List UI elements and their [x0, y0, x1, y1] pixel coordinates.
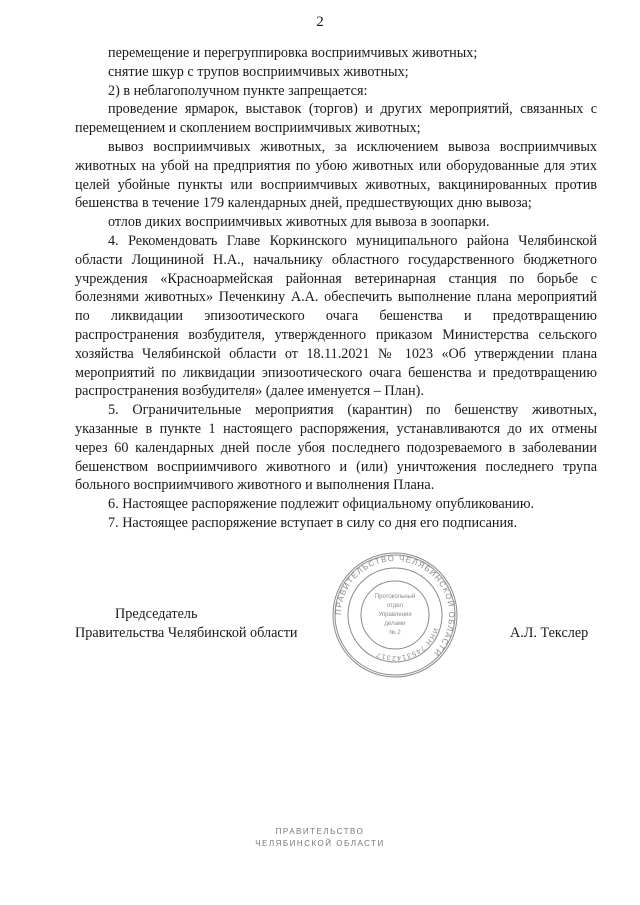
signer-name: А.Л. Текслер: [510, 625, 589, 641]
seal-outer-text: ПРАВИТЕЛЬСТВО ЧЕЛЯБИНСКОЙ ОБЛАСТИ: [333, 553, 457, 659]
paragraph: отлов диких восприимчивых животных для вывоза в зоопарки.: [108, 214, 490, 231]
seal-inner-line: № 2: [389, 630, 401, 636]
paragraph-4: 4. Рекомендовать Главе Коркинского муниципального района Челябинской области Лощининой Н.А., начальнику областного государственного бюджетного учреждения «Красноармейская районная ветеринарная станция по борьбе с болезнями животных» Печенкину А.А. обеспечить выполнение плана мероприятий по ликвидации эпизоотического очага бешенства и предотвращению распространения возбудителя, утвержденного приказом Министерства сельского хозяйства Челябинской области от 18.11.2021 № 1023 «Об утверждении плана мероприятий по ликвидации эпизоотического очага бешенства и предотвращению распространения возбудителя» (далее именуется – План).: [75, 232, 597, 400]
paragraph: перемещение и перегруппировка восприимчивых животных;: [108, 45, 478, 61]
signature-position: [75, 605, 335, 643]
page-number: 2: [316, 14, 324, 30]
seal-inn-text: ИНН 7453142317: [374, 626, 439, 662]
paragraph: проведение ярмарок, выставок (торгов) и других мероприятий, связанных с перемещением и скоплением восприимчивых животных;: [75, 101, 597, 137]
seal-inner-line: делами: [384, 621, 406, 627]
paragraph-5: 5. Ограничительные мероприятия (карантин) по бешенству животных, указанные в пункте 1 настоящего распоряжения, устанавливаются до их отмены через 60 календарных дней после убоя последнего подозреваемого в заболевании бешенством восприимчивого животного и (или) уничтожения последнего трупа больного восприимчивого животного и выполнения Плана.: [75, 402, 597, 494]
paragraph-6: 6. Настоящее распоряжение подлежит официальному опубликованию.: [108, 496, 535, 513]
paragraph: вывоз восприимчивых животных, за исключением вывоза восприимчивых животных на убой на предприятия по убою животных или оборудованные для этих целей убойные пункты или восприимчивых животных, вакцинированных против бешенства в течение 179 календарных дней, предшествующих дню вывоза;: [75, 138, 597, 212]
footer-line2: ЧЕЛЯБИНСКОЙ ОБЛАСТИ: [255, 839, 385, 848]
footer-line1: ПРАВИТЕЛЬСТВО: [275, 827, 365, 836]
paragraph: снятие шкур с трупов восприимчивых животных;: [108, 63, 409, 80]
seal-inner-line: Протокольный: [374, 594, 416, 600]
paragraph-7: 7. Настоящее распоряжение вступает в силу со дня его подписания.: [108, 514, 518, 531]
seal-inner-line: отдел: [387, 603, 403, 609]
document-footer-watermark: [0, 826, 640, 850]
svg-text:ИНН 7453142317: [375, 627, 439, 661]
signature-title-line1: Председатель: [115, 606, 198, 622]
official-seal-stamp: [330, 550, 460, 680]
paragraph: 2) в неблагополучном пункте запрещается:: [108, 82, 368, 99]
document-body: [75, 44, 597, 533]
seal-inner-line: Управления: [378, 612, 412, 618]
signature-title-line2: Правительства Челябинской области: [75, 625, 298, 641]
